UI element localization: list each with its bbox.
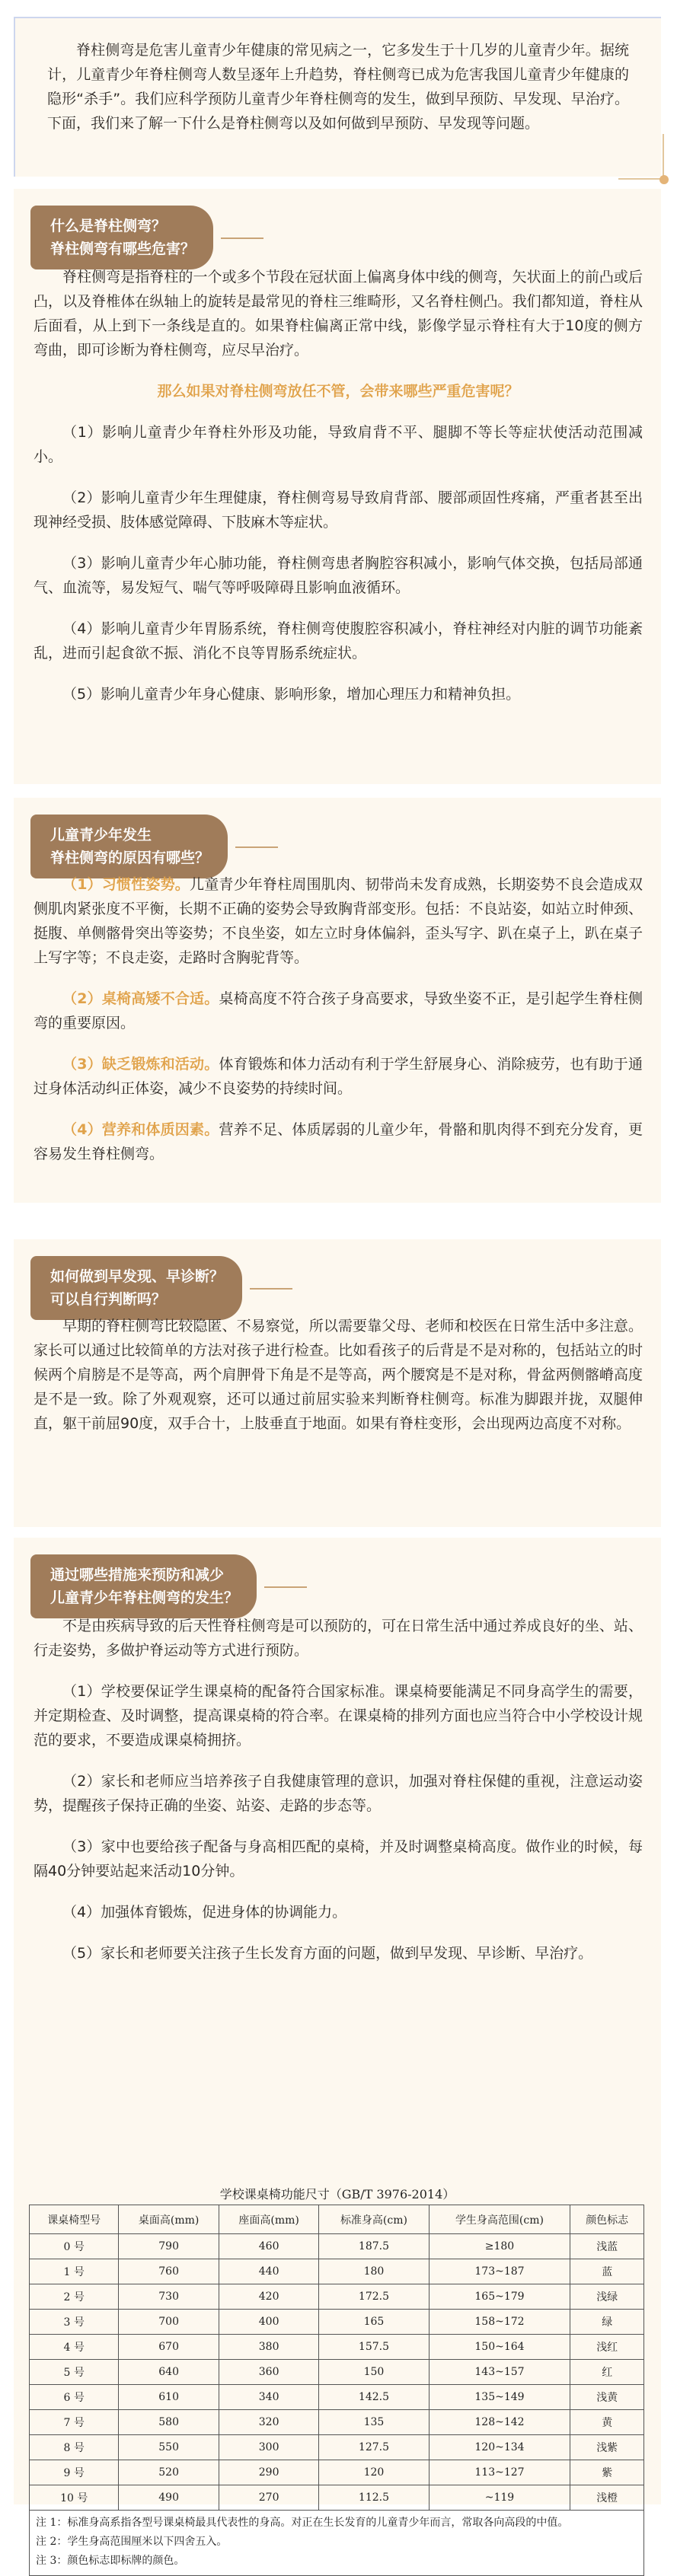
table-cell: 1 号 [30, 2259, 119, 2284]
table-row [30, 2435, 644, 2460]
table-row [30, 2234, 644, 2259]
cause-item-4 [34, 1117, 643, 1166]
section-heading [30, 1554, 257, 1618]
table-cell: 绿 [570, 2310, 644, 2335]
table-cell: 173~187 [429, 2259, 570, 2284]
cause-text: 桌椅高度不符合孩子身高要求，导致坐姿不正，是引起学生脊柱侧弯的重要原因。 [34, 990, 643, 1031]
cause-item-2 [34, 987, 643, 1035]
table-cell: 浅蓝 [570, 2234, 644, 2259]
table-cell: 610 [119, 2385, 219, 2410]
table-title: 学校课桌椅功能尺寸（GB/T 3976-2014） [219, 2187, 455, 2201]
table-header-cell: 颜色标志 [570, 2205, 644, 2234]
table-cell: 浅红 [570, 2335, 644, 2360]
section-heading-line2: 脊柱侧弯的原因有哪些？ [50, 850, 210, 866]
cause-head: （2）桌椅高矮不合适。 [62, 990, 219, 1007]
section-heading [30, 206, 213, 269]
section-body [34, 265, 643, 706]
table-cell: 10 号 [30, 2485, 119, 2511]
cause-text: 儿童青少年脊柱周围肌肉、韧带尚未发育成熟，长期姿势不良会造成双侧肌肉紧张度不平衡，长期不正确的姿势会导致胸背部变形。包括：不良站姿，如站立时伸颈、挺腹、单侧髂骨突出等姿势；不良坐姿，如左立时身体偏斜，歪头写字、趴在桌子上，趴在桌子上写字等；不良走姿，走路时含胸驼背等。 [34, 876, 643, 966]
table-cell: 180 [319, 2259, 429, 2284]
measure-item-1: （1）学校要保证学生课桌椅的配备符合国家标准。课桌椅要能满足不同身高学生的需要，并定期检查、及时调整，提高课桌椅的符合率。在课桌椅的排列方面也应当符合中小学校设计规范的要求，不要造成课桌椅拥挤。 [34, 1683, 643, 1749]
section-early-detection [14, 1239, 661, 1527]
section-body [34, 1614, 643, 1965]
section-causes [14, 798, 661, 1203]
table-cell: 520 [119, 2460, 219, 2485]
table-row [30, 2360, 644, 2385]
section-heading-line1: 什么是脊柱侧弯？ [50, 218, 167, 234]
table-cell: 150~164 [429, 2335, 570, 2360]
table-cell: 440 [219, 2259, 318, 2284]
table-cell: 2 号 [30, 2284, 119, 2310]
table-cell: 113~127 [429, 2460, 570, 2485]
table-cell: 4 号 [30, 2335, 119, 2360]
table-cell: 128~142 [429, 2410, 570, 2435]
table-body [30, 2234, 644, 2511]
table-cell: 490 [119, 2485, 219, 2511]
harm-item-2: （2）影响儿童青少年生理健康，脊柱侧弯易导致肩背部、腰部顽固性疼痛，严重者甚至出现神经受损、肢体感觉障碍、下肢麻木等症状。 [34, 489, 643, 531]
table-row [30, 2284, 644, 2310]
section-heading-line1: 如何做到早发现、早诊断？ [50, 1268, 225, 1285]
section-body [34, 872, 643, 1166]
table-note: 注 2：学生身高范围厘米以下四舍五入。 [36, 2536, 228, 2548]
table-cell: 9 号 [30, 2460, 119, 2485]
table-header-cell: 课桌椅型号 [30, 2205, 119, 2234]
table-cell: 浅橙 [570, 2485, 644, 2511]
section-heading-line2: 儿童青少年脊柱侧弯的发生？ [50, 1589, 239, 1606]
harm-item-5: （5）影响儿童青少年身心健康、影响形象，增加心理压力和精神负担。 [62, 686, 521, 703]
table-cell: 3 号 [30, 2310, 119, 2335]
cause-item-3 [34, 1052, 643, 1101]
section-heading [30, 1256, 242, 1320]
table-cell: 浅紫 [570, 2435, 644, 2460]
table-cell: ≥180 [429, 2234, 570, 2259]
measure-item-2: （2）家长和老师应当培养孩子自我健康管理的意识，加强对脊柱保健的重视，注意运动姿势，提醒孩子保持正确的坐姿、站姿、走路的步态等。 [34, 1773, 643, 1814]
table-cell: 浅黄 [570, 2385, 644, 2410]
section-heading-line2: 可以自行判断吗？ [50, 1291, 167, 1308]
table-cell: 380 [219, 2335, 318, 2360]
table-note: 注 1：标准身高系指各型号课桌椅最具代表性的身高。对正在生长发育的儿童青少年而言，常取各向高段的中值。 [36, 2517, 569, 2529]
table-cell: 460 [219, 2234, 318, 2259]
table-cell: 760 [119, 2259, 219, 2284]
table-row [30, 2410, 644, 2435]
table-cell: 790 [119, 2234, 219, 2259]
table-cell: 紫 [570, 2460, 644, 2485]
section-heading-line1: 通过哪些措施来预防和减少 [50, 1567, 225, 1583]
table-cell: 172.5 [319, 2284, 429, 2310]
intro-box [14, 17, 661, 177]
table-row [30, 2335, 644, 2360]
table-cell: 640 [119, 2360, 219, 2385]
paragraph: 不是由疾病导致的后天性脊柱侧弯是可以预防的，可在日常生活中通过养成良好的坐、站、行走姿势，多做护脊运动等方式进行预防。 [34, 1618, 643, 1659]
table-row [30, 2485, 644, 2511]
table-cell: 6 号 [30, 2385, 119, 2410]
table-cell: 340 [219, 2385, 318, 2410]
sub-question: 那么如果对脊柱侧弯放任不管，会带来哪些严重危害呢？ [157, 383, 519, 400]
table-cell: 158~172 [429, 2310, 570, 2335]
table-cell: 165~179 [429, 2284, 570, 2310]
corner-dot [659, 175, 669, 184]
table-cell: ~119 [429, 2485, 570, 2511]
table-cell: 187.5 [319, 2234, 429, 2259]
cause-text: 体育锻炼和体力活动有利于学生舒展身心、消除疲劳，也有助于通过身体活动纠正体姿，减少不良姿势的持续时间。 [34, 1056, 643, 1097]
cause-text: 营养不足、体质孱弱的儿童少年，骨骼和肌肉得不到充分发育，更容易发生脊柱侧弯。 [34, 1121, 643, 1162]
table-header-row [30, 2205, 644, 2234]
table-cell: 730 [119, 2284, 219, 2310]
corner-decoration [618, 134, 664, 180]
cause-head: （3）缺乏锻炼和活动。 [62, 1056, 219, 1073]
harm-item-1: （1）影响儿童青少年脊柱外形及功能，导致肩背不平、腿脚不等长等症状使活动范围减小。 [34, 424, 643, 465]
table-cell: 142.5 [319, 2385, 429, 2410]
table-cell: 700 [119, 2310, 219, 2335]
table-cell: 270 [219, 2485, 318, 2511]
cause-head: （1）习惯性姿势。 [62, 876, 190, 893]
table-cell: 400 [219, 2310, 318, 2335]
table-cell: 150 [319, 2360, 429, 2385]
measure-item-4: （4）加强体育锻炼，促进身体的协调能力。 [62, 1904, 347, 1921]
table-cell: 120 [319, 2460, 429, 2485]
cause-item-1 [34, 872, 643, 970]
table-cell: 580 [119, 2410, 219, 2435]
table-row [30, 2385, 644, 2410]
table-row [30, 2310, 644, 2335]
section-heading [30, 815, 228, 878]
section-what-is-scoliosis [14, 189, 661, 784]
table-cell: 112.5 [319, 2485, 429, 2511]
paragraph: 早期的脊柱侧弯比较隐匿、不易察觉，所以需要靠父母、老师和校医在日常生活中多注意。家长可以通过比较简单的方法对孩子进行检查。比如看孩子的后背是不是对称的，包括站立的时候两个肩膀是不是等高，两个肩胛骨下角是不是等高，两个腰窝是不是对称，骨盆两侧髂嵴高度是不是一致。除了外观观察，还可以通过前屈实验来判断脊柱侧弯。标准为脚跟并拢，双腿伸直，躯干前屈90度，双手合十，上肢垂直于地面。如果有脊柱变形，会出现两边高度不对称。 [34, 1318, 643, 1432]
table-cell: 135 [319, 2410, 429, 2435]
table-cell: 550 [119, 2435, 219, 2460]
table-cell: 143~157 [429, 2360, 570, 2385]
table-cell: 蓝 [570, 2259, 644, 2284]
table-header-cell: 桌面高(mm) [119, 2205, 219, 2234]
table-cell: 红 [570, 2360, 644, 2385]
table-cell: 7 号 [30, 2410, 119, 2435]
table-cell: 157.5 [319, 2335, 429, 2360]
table-cell: 127.5 [319, 2435, 429, 2460]
table-cell: 360 [219, 2360, 318, 2385]
table-cell: 320 [219, 2410, 318, 2435]
table-cell: 420 [219, 2284, 318, 2310]
table-cell: 8 号 [30, 2435, 119, 2460]
section-prevention [14, 1538, 661, 2567]
table-cell: 浅绿 [570, 2284, 644, 2310]
table-cell: 0 号 [30, 2234, 119, 2259]
intro-text: 脊柱侧弯是危害儿童青少年健康的常见病之一，它多发生于十几岁的儿童青少年。据统计，儿童青少年脊柱侧弯人数呈逐年上升趋势，脊柱侧弯已成为危害我国儿童青少年健康的隐形“杀手”。我们应科学预防儿童青少年脊柱侧弯的发生，做到早预防、早发现、早治疗。下面，我们来了解一下什么是脊柱侧弯以及如何做到早预防、早发现等问题。 [47, 42, 629, 132]
table-cell: 300 [219, 2435, 318, 2460]
measure-item-3: （3）家中也要给孩子配备与身高相匹配的桌椅，并及时调整桌椅高度。做作业的时候，每隔40分钟要站起来活动10分钟。 [34, 1838, 643, 1879]
cause-head: （4）营养和体质因素。 [62, 1121, 219, 1138]
section-heading-line1: 儿童青少年发生 [50, 827, 152, 843]
table-row [30, 2460, 644, 2485]
table-cell: 165 [319, 2310, 429, 2335]
table-cell: 135~149 [429, 2385, 570, 2410]
table-header-cell: 座面高(mm) [219, 2205, 318, 2234]
table-cell: 5 号 [30, 2360, 119, 2385]
paragraph: 脊柱侧弯是指脊柱的一个或多个节段在冠状面上偏离身体中线的侧弯，矢状面上的前凸或后凸，以及脊椎体在纵轴上的旋转是最常见的脊柱三维畸形，又名脊柱侧凸。我们都知道，脊柱从后面看，从上到下一条线是直的。如果脊柱偏离正常中线，影像学显示脊柱有大于10度的侧方弯曲，即可诊断为脊柱侧弯，应尽早治疗。 [34, 269, 643, 359]
table-cell: 290 [219, 2460, 318, 2485]
table-note: 注 3：颜色标志即标牌的颜色。 [36, 2555, 185, 2567]
table-cell: 黄 [570, 2410, 644, 2435]
measure-item-5: （5）家长和老师要关注孩子生长发育方面的问题，做到早发现、早诊断、早治疗。 [62, 1945, 593, 1962]
section-heading-line2: 脊柱侧弯有哪些危害？ [50, 241, 196, 257]
desk-chair-size-table-block [29, 2171, 646, 2576]
section-body [34, 1314, 643, 1436]
table-row [30, 2259, 644, 2284]
table-header-cell: 学生身高范围(cm) [429, 2205, 570, 2234]
desk-chair-size-table [29, 2205, 644, 2511]
table-notes [29, 2511, 644, 2576]
table-header-cell: 标准身高(cm) [319, 2205, 429, 2234]
harm-item-3: （3）影响儿童青少年心肺功能，脊柱侧弯患者胸腔容积减小，影响气体交换，包括局部通气、血流等，易发短气、喘气等呼吸障碍且影响血液循环。 [34, 555, 643, 596]
table-cell: 670 [119, 2335, 219, 2360]
harm-item-4: （4）影响儿童青少年胃肠系统，脊柱侧弯使腹腔容积减小，脊柱神经对内脏的调节功能紊乱，进而引起食欲不振、消化不良等胃肠系统症状。 [34, 620, 643, 662]
table-cell: 120~134 [429, 2435, 570, 2460]
